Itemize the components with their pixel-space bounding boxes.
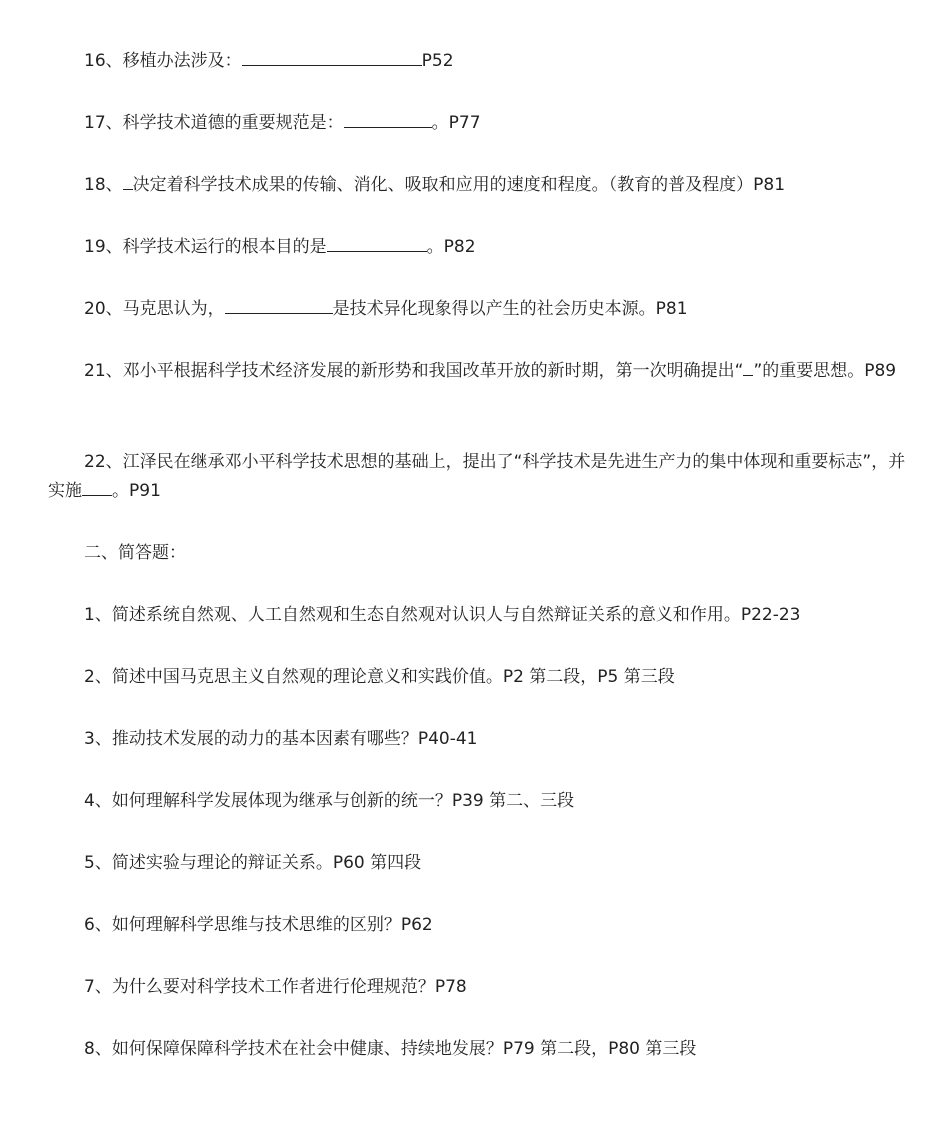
section-title-short-answer: 二、简答题：: [84, 543, 186, 563]
question-21-page-ref: ”的重要思想。P89: [753, 361, 897, 381]
short-answer-item-5: 5、简述实验与理论的辩证关系。P60 第四段: [84, 853, 422, 873]
question-16-text: 16、移植办法涉及：: [84, 51, 242, 71]
answer-blank: [327, 233, 427, 252]
question-18-text: 决定着科学技术成果的传输、消化、吸取和应用的速度和程度。（教育的普及程度）P81: [132, 175, 786, 195]
question-17-text: 17、科学技术道德的重要规范是：: [84, 113, 344, 133]
question-18: [48, 171, 908, 200]
question-20-page-ref: 是技术异化现象得以产生的社会历史本源。P81: [332, 299, 688, 319]
answer-blank: [344, 109, 432, 128]
question-18-number: 18、: [84, 175, 123, 195]
short-answer-item-6: 6、如何理解科学思维与技术思维的区别？P62: [84, 915, 433, 935]
answer-blank: [743, 357, 753, 376]
short-answer-item-2: 2、简述中国马克思主义自然观的理论意义和实践价值。P2 第二段，P5 第三段: [84, 667, 675, 687]
question-17: [48, 109, 908, 138]
short-answer-item-3: 3、推动技术发展的动力的基本因素有哪些？P40-41: [84, 729, 478, 749]
question-20-text: 20、马克思认为，: [84, 299, 225, 319]
question-16-page-ref: P52: [421, 51, 454, 71]
question-19: [48, 233, 908, 262]
question-22-page-ref: 。P91: [112, 481, 161, 501]
question-21-text: 21、邓小平根据科学技术经济发展的新形势和我国改革开放的新时期，第一次明确提出“: [84, 361, 744, 381]
short-answer-item-8: 8、如何保障保障科学技术在社会中健康、持续地发展？P79 第二段，P80 第三段: [84, 1039, 697, 1059]
question-17-page-ref: 。P77: [431, 113, 481, 133]
short-answer-item-1: 1、简述系统自然观、人工自然观和生态自然观对认识人与自然辩证关系的意义和作用。P22-23: [84, 605, 801, 625]
question-21: [48, 357, 908, 386]
question-19-page-ref: 。P82: [426, 237, 476, 257]
answer-blank: [242, 47, 422, 66]
question-22: [48, 448, 908, 506]
question-22-text: 22、江泽民在继承邓小平科学技术思想的基础上，提出了“科学技术是先进生产力的集中体现和重要标志”，并实施: [48, 452, 906, 501]
question-19-text: 19、科学技术运行的根本目的是: [84, 237, 327, 257]
answer-blank: [123, 171, 133, 190]
short-answer-item-7: 7、为什么要对科学技术工作者进行伦理规范？P78: [84, 977, 467, 997]
question-20: [48, 295, 908, 324]
question-16: [48, 47, 908, 76]
short-answer-item-4: 4、如何理解科学发展体现为继承与创新的统一？P39 第二、三段: [84, 791, 575, 811]
answer-blank: [225, 295, 333, 314]
answer-blank: [82, 477, 112, 496]
